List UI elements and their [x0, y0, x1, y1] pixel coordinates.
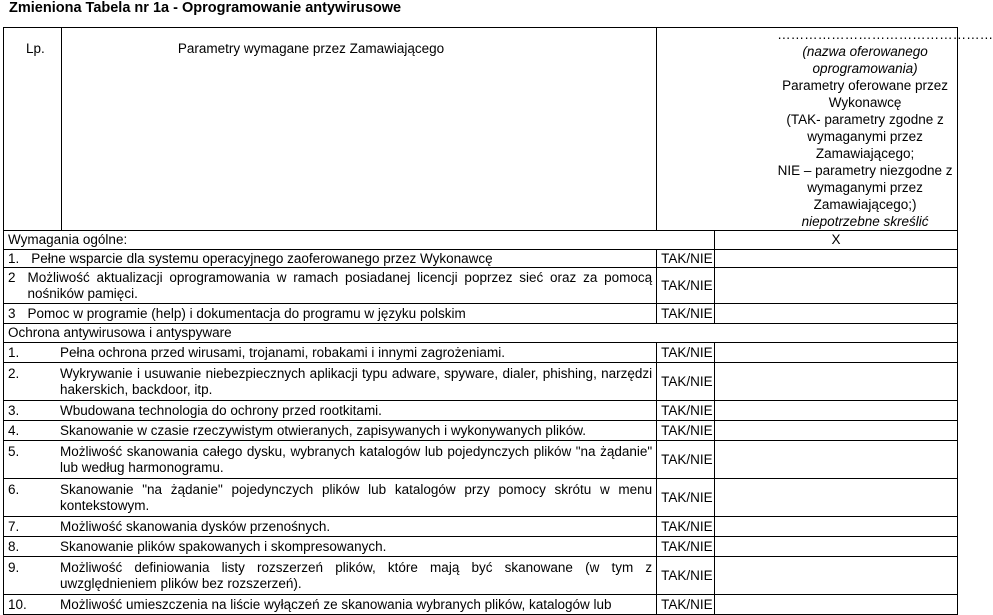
offer-line-2: (TAK- parametry zgodne z wymaganymi przez: [786, 112, 944, 144]
answer-tak-nie[interactable]: TAK/NIE: [657, 517, 715, 537]
requirement-cell: [4, 304, 657, 324]
answer-tak-nie[interactable]: TAK/NIE: [657, 537, 715, 557]
requirement-text: Pełna ochrona przed wirusami, trojanami, robakami i innymi zagrożeniami.: [60, 344, 505, 360]
row-number: 9.: [8, 559, 20, 575]
requirement-text: Pełne wsparcie dla systemu operacyjnego zaoferowanego przez Wykonawcę: [31, 250, 493, 266]
requirement-cell: [4, 595, 657, 615]
answer-tak-nie[interactable]: TAK/NIE: [657, 304, 715, 324]
answer-tak-nie[interactable]: TAK/NIE: [657, 557, 715, 595]
requirement-cell: [4, 343, 657, 363]
requirement-text: Skanowanie w czasie rzeczywistym otwieranych, zapisywanych i wykonywanych plików.: [60, 422, 586, 438]
offer-cell: [715, 517, 958, 537]
requirement-cell: [4, 268, 657, 304]
offer-cell: [715, 304, 958, 324]
offer-cell: [715, 479, 958, 517]
table-row: [4, 304, 958, 324]
answer-tak-nie[interactable]: TAK/NIE: [657, 401, 715, 421]
requirement-text: Możliwość skanowania dysków przenośnych.: [60, 518, 331, 534]
offer-cell: [715, 557, 958, 595]
requirement-cell: [4, 401, 657, 421]
requirement-text: Możliwość definiowania listy rozszerzeń plików, które mają być skanowane (w tym z uwzględnieniem plików bez rozszerzeń).: [60, 559, 653, 591]
row-number: 2.: [8, 365, 20, 381]
offer-line-1: Parametry oferowane przez Wykonawcę: [782, 78, 948, 110]
offer-line-5: Zamawiającego;): [813, 197, 917, 212]
row-number: 10.: [8, 596, 27, 612]
header-lp: [4, 28, 62, 231]
section-general-x-mark: X: [715, 231, 958, 250]
requirement-text: Możliwość skanowania całego dysku, wybranych katalogów lub pojedynczych plików "na żądanie" lub według harmonogramu.: [60, 443, 653, 475]
table-row: [4, 250, 958, 268]
header-required-label: Parametry wymagane przez Zamawiającego: [177, 41, 445, 56]
answer-tak-nie[interactable]: TAK/NIE: [657, 441, 715, 479]
requirement-text: Skanowanie "na żądanie" pojedynczych plików lub katalogów przy pomocy skrótu w menu kontekstowym.: [60, 481, 653, 513]
requirement-cell: [4, 557, 657, 595]
table-row: [4, 595, 958, 615]
table-row: [4, 421, 958, 441]
requirement-text: Wbudowana technologia do ochrony przed rootkitami.: [60, 402, 382, 418]
table-row: [4, 343, 958, 363]
offer-cell: [715, 343, 958, 363]
answer-tak-nie[interactable]: TAK/NIE: [657, 250, 715, 268]
table-row: [4, 537, 958, 557]
row-number: 1.: [8, 344, 20, 360]
header-offer: [657, 27, 993, 231]
table-row: [4, 479, 958, 517]
requirement-text: Wykrywanie i usuwanie niebezpiecznych aplikacji typu adware, spyware, dialer, phishing, narzędzi hakerskich, backdoor, itp.: [60, 365, 653, 397]
offer-line-3: Zamawiającego;: [815, 146, 915, 161]
requirements-table: [3, 27, 993, 615]
table-row: [4, 517, 958, 537]
offer-strike-hint: niepotrzebne skreślić: [801, 214, 929, 229]
section-antivirus: [4, 324, 958, 343]
requirement-cell: [4, 363, 657, 401]
document-title: Zmieniona Tabela nr 1a - Oprogramowanie antywirusowe: [9, 0, 402, 16]
requirement-cell: [4, 537, 657, 557]
row-number: 6.: [8, 481, 20, 497]
offer-dots: …………………………………………: [777, 27, 993, 42]
answer-tak-nie[interactable]: TAK/NIE: [657, 268, 715, 304]
header-row: [4, 28, 958, 231]
answer-tak-nie[interactable]: TAK/NIE: [657, 363, 715, 401]
section-general-label: Wymagania ogólne:: [4, 231, 715, 250]
section-antivirus-label: Ochrona antywirusowa i antyspyware: [4, 324, 958, 343]
requirement-text: Możliwość umieszczenia na liście wyłączeń ze skanowania wybranych plików, katalogów lub: [60, 596, 612, 612]
offer-cell: [715, 401, 958, 421]
answer-tak-nie[interactable]: TAK/NIE: [657, 421, 715, 441]
requirement-text: Skanowanie plików spakowanych i skompresowanych.: [60, 538, 387, 554]
header-required: [61, 28, 656, 231]
offer-cell: [715, 441, 958, 479]
table-row: [4, 363, 958, 401]
row-number: 3: [8, 305, 16, 321]
table-row: [4, 401, 958, 421]
table-row: [4, 441, 958, 479]
answer-tak-nie[interactable]: TAK/NIE: [657, 343, 715, 363]
offer-line-4: NIE – parametry niezgodne z wymaganymi przez: [777, 163, 953, 195]
answer-tak-nie[interactable]: TAK/NIE: [657, 595, 715, 615]
row-number: 1.: [8, 250, 20, 266]
offer-cell: [715, 421, 958, 441]
requirement-cell: [4, 479, 657, 517]
offer-cell: [715, 363, 958, 401]
requirement-cell: [4, 517, 657, 537]
row-number: 4.: [8, 422, 20, 438]
requirement-cell: [4, 250, 657, 268]
row-number: 2: [8, 269, 16, 285]
section-general: [4, 231, 958, 250]
offer-cell: [715, 595, 958, 615]
requirement-cell: [4, 421, 657, 441]
requirement-cell: [4, 441, 657, 479]
offer-cell: [715, 250, 958, 268]
row-number: 7.: [8, 518, 20, 534]
header-lp-label: Lp.: [26, 41, 45, 56]
requirement-text: Pomoc w programie (help) i dokumentacja do programu w języku polskim: [27, 305, 466, 321]
offer-name-hint: (nazwa oferowanego oprogramowania): [802, 44, 928, 76]
table-row: [4, 268, 958, 304]
offer-cell: [715, 268, 958, 304]
row-number: 8.: [8, 538, 20, 554]
table-row: [4, 557, 958, 595]
answer-tak-nie[interactable]: TAK/NIE: [657, 479, 715, 517]
row-number: 5.: [8, 443, 20, 459]
requirement-text: Możliwość aktualizacji oprogramowania w ramach posiadanej licencji poprzez sieć oraz za pomocą nośników pamięci.: [27, 269, 653, 301]
row-number: 3.: [8, 402, 20, 418]
offer-cell: [715, 537, 958, 557]
